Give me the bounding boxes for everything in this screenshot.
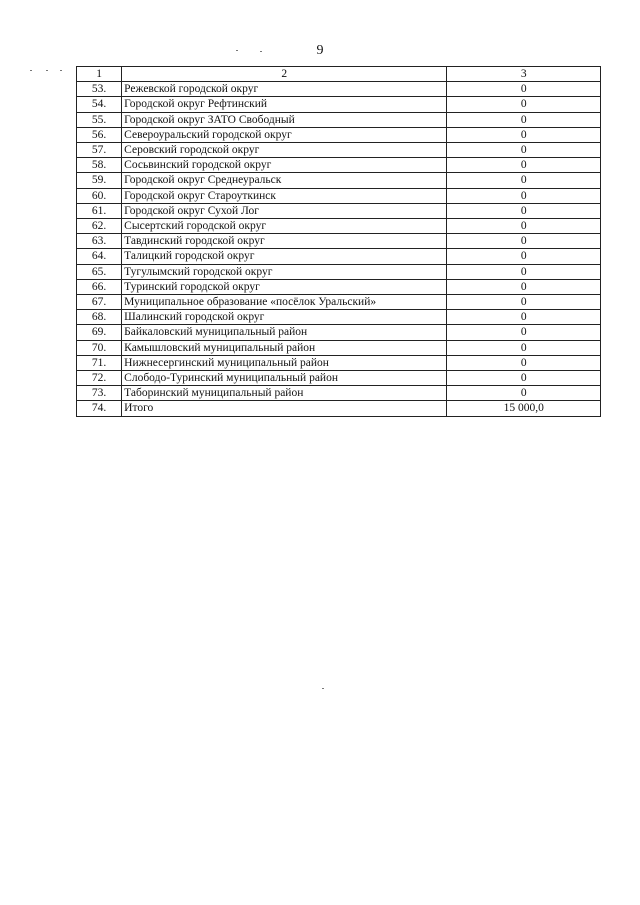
municipality-name-cell: Муниципальное образование «посёлок Уральский» <box>122 295 447 310</box>
row-number-cell: 72. <box>77 371 122 386</box>
row-number-cell: 69. <box>77 325 122 340</box>
amount-cell: 0 <box>447 127 601 142</box>
row-number-cell: 61. <box>77 203 122 218</box>
row-number-cell: 59. <box>77 173 122 188</box>
amount-cell: 0 <box>447 158 601 173</box>
table-row <box>77 219 601 234</box>
row-number-cell: 67. <box>77 295 122 310</box>
row-number-cell: 71. <box>77 355 122 370</box>
row-number-cell: 66. <box>77 279 122 294</box>
scan-speck <box>30 70 32 71</box>
table-row <box>77 264 601 279</box>
municipality-name-cell: Итого <box>122 401 447 416</box>
amount-cell: 0 <box>447 264 601 279</box>
row-number-cell: 54. <box>77 97 122 112</box>
table-row <box>77 295 601 310</box>
amount-cell: 0 <box>447 295 601 310</box>
municipality-name-cell: Таборинский муниципальный район <box>122 386 447 401</box>
municipality-name-cell: Сысертский городской округ <box>122 219 447 234</box>
table-row <box>77 279 601 294</box>
table-row <box>77 158 601 173</box>
page-number: 9 <box>316 43 324 58</box>
table-body <box>77 67 601 417</box>
table-row <box>77 249 601 264</box>
scan-speck <box>322 688 324 689</box>
municipality-name-cell: Тавдинский городской округ <box>122 234 447 249</box>
amount-cell: 0 <box>447 219 601 234</box>
amount-cell: 0 <box>447 97 601 112</box>
table-row <box>77 310 601 325</box>
header-col-1: 1 <box>77 67 122 82</box>
row-number-cell: 53. <box>77 82 122 97</box>
municipality-name-cell: Сосьвинский городской округ <box>122 158 447 173</box>
municipality-name-cell: Слободо-Туринский муниципальный район <box>122 371 447 386</box>
municipality-name-cell: Талицкий городской округ <box>122 249 447 264</box>
table-row <box>77 325 601 340</box>
row-number-cell: 57. <box>77 143 122 158</box>
amount-cell: 0 <box>447 340 601 355</box>
scan-speck <box>46 70 48 71</box>
amount-cell: 0 <box>447 188 601 203</box>
amount-cell: 0 <box>447 371 601 386</box>
amount-cell: 0 <box>447 173 601 188</box>
table-row <box>77 355 601 370</box>
amount-cell: 0 <box>447 386 601 401</box>
table-row <box>77 97 601 112</box>
municipality-name-cell: Туринский городской округ <box>122 279 447 294</box>
amount-cell: 0 <box>447 112 601 127</box>
header-col-3: 3 <box>447 67 601 82</box>
amount-cell: 0 <box>447 82 601 97</box>
table-row <box>77 340 601 355</box>
table-header-row <box>77 67 601 82</box>
row-number-cell: 68. <box>77 310 122 325</box>
row-number-cell: 60. <box>77 188 122 203</box>
scan-speck <box>236 50 238 51</box>
municipality-name-cell: Городской округ Сухой Лог <box>122 203 447 218</box>
municipality-name-cell: Камышловский муниципальный район <box>122 340 447 355</box>
municipality-name-cell: Североуральский городской округ <box>122 127 447 142</box>
row-number-cell: 63. <box>77 234 122 249</box>
row-number-cell: 74. <box>77 401 122 416</box>
table-row <box>77 188 601 203</box>
amount-cell: 0 <box>447 325 601 340</box>
municipality-name-cell: Тугулымский городской округ <box>122 264 447 279</box>
row-number-cell: 58. <box>77 158 122 173</box>
municipality-name-cell: Серовский городской округ <box>122 143 447 158</box>
amount-cell: 0 <box>447 203 601 218</box>
municipality-name-cell: Городской округ Староуткинск <box>122 188 447 203</box>
row-number-cell: 56. <box>77 127 122 142</box>
table-row <box>77 234 601 249</box>
table-row <box>77 127 601 142</box>
amount-cell: 0 <box>447 249 601 264</box>
amount-cell: 0 <box>447 279 601 294</box>
row-number-cell: 65. <box>77 264 122 279</box>
row-number-cell: 55. <box>77 112 122 127</box>
table-row <box>77 173 601 188</box>
table-row <box>77 386 601 401</box>
municipality-name-cell: Режевской городской округ <box>122 82 447 97</box>
row-number-cell: 64. <box>77 249 122 264</box>
scan-speck <box>60 70 62 71</box>
allocation-table <box>76 66 601 417</box>
header-col-2: 2 <box>122 67 447 82</box>
table-row <box>77 112 601 127</box>
amount-cell: 0 <box>447 355 601 370</box>
table-row <box>77 203 601 218</box>
amount-cell: 0 <box>447 234 601 249</box>
row-number-cell: 73. <box>77 386 122 401</box>
scan-speck <box>260 51 262 52</box>
table-row <box>77 143 601 158</box>
row-number-cell: 62. <box>77 219 122 234</box>
municipality-name-cell: Городской округ ЗАТО Свободный <box>122 112 447 127</box>
table-row <box>77 401 601 416</box>
amount-cell: 15 000,0 <box>447 401 601 416</box>
municipality-name-cell: Шалинский городской округ <box>122 310 447 325</box>
table-row <box>77 371 601 386</box>
row-number-cell: 70. <box>77 340 122 355</box>
municipality-name-cell: Городской округ Среднеуральск <box>122 173 447 188</box>
amount-cell: 0 <box>447 143 601 158</box>
table-row <box>77 82 601 97</box>
municipality-name-cell: Байкаловский муниципальный район <box>122 325 447 340</box>
amount-cell: 0 <box>447 310 601 325</box>
municipality-name-cell: Нижнесергинский муниципальный район <box>122 355 447 370</box>
municipality-name-cell: Городской округ Рефтинский <box>122 97 447 112</box>
